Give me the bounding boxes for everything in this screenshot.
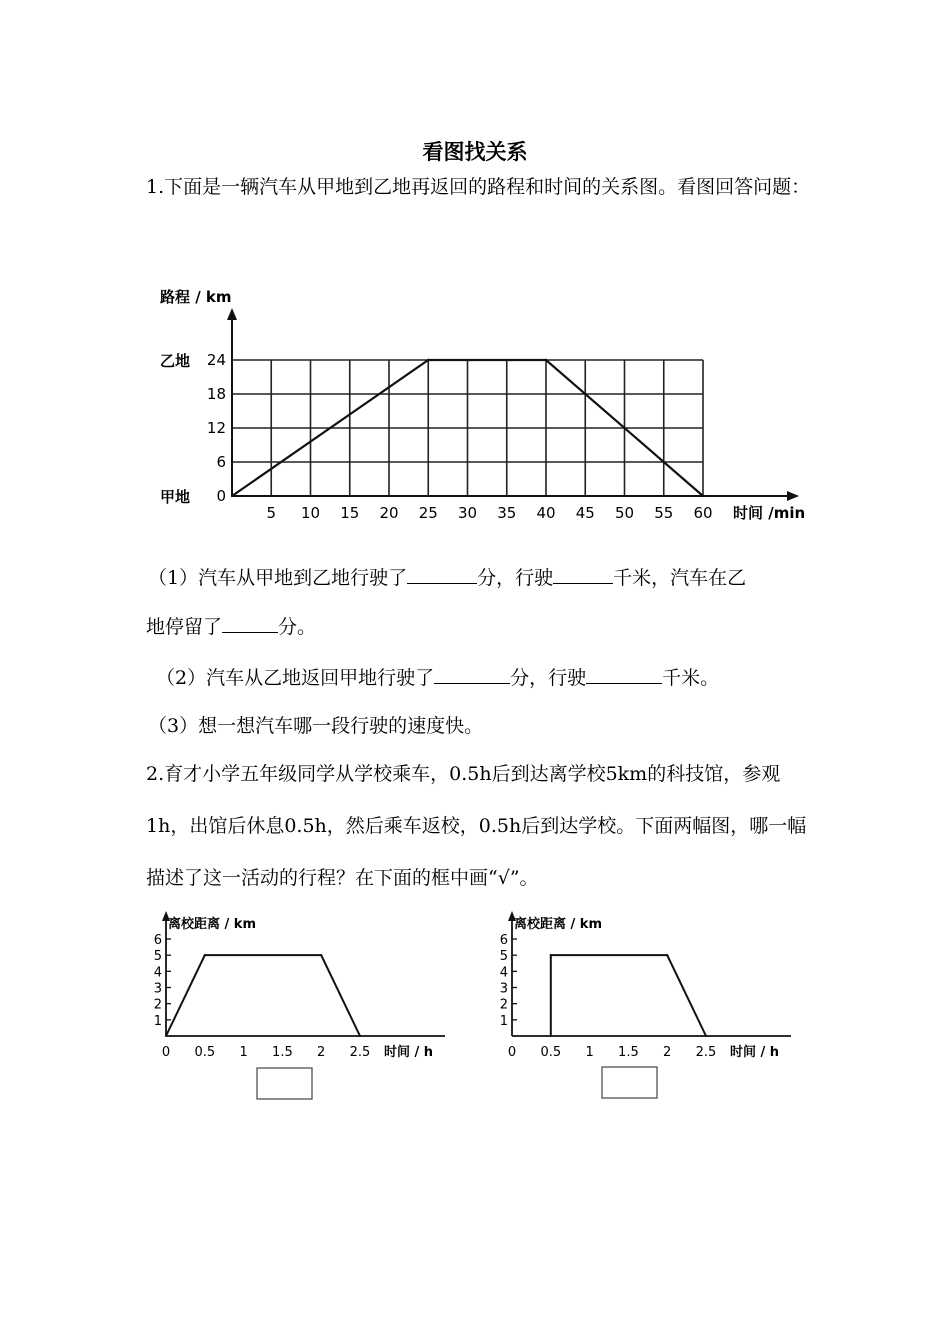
y-tick-label: 4: [153, 965, 162, 981]
data-series-line: [551, 955, 706, 1036]
y-tick-label: 5: [153, 949, 162, 965]
q1-part1-text-b: 分，行驶: [477, 567, 554, 589]
q1-part1-text-e: 分。: [278, 616, 317, 638]
x-tick-label: 0.5: [194, 1045, 216, 1060]
y-axis-title: 离校距离 / km: [168, 917, 256, 932]
y-tick-label: 6: [153, 933, 162, 948]
x-tick-label: 25: [418, 504, 438, 522]
option-chart-right: [486, 905, 796, 1065]
q1-part2-text-a: （2）汽车从乙地返回甲地行驶了: [156, 667, 435, 689]
q1-part1-text-a: （1）汽车从甲地到乙地行驶了: [148, 567, 408, 589]
x-tick-label: 0.5: [540, 1045, 562, 1060]
question-1-intro: 1.下面是一辆汽车从甲地到乙地再返回的路程和时间的关系图。看图回答问题：: [146, 176, 811, 198]
y-tick-label: 18: [206, 385, 226, 403]
x-tick-label: 1.5: [272, 1045, 293, 1060]
answer-blank-return-minutes[interactable]: [434, 663, 510, 684]
answer-box-right[interactable]: [601, 1066, 659, 1100]
q1-part1-text-d: 地停留了: [146, 616, 223, 638]
x-tick-label: 55: [654, 504, 674, 522]
x-tick-label: 2: [317, 1045, 326, 1060]
data-point: [231, 495, 233, 497]
x-axis-arrow: [787, 491, 799, 501]
data-point: [705, 1035, 707, 1037]
y-tick-label: 12: [206, 419, 226, 437]
data-point: [545, 359, 547, 361]
data-point: [666, 954, 668, 956]
x-axis-title: 时间 /min: [733, 504, 806, 522]
data-series-line: [166, 955, 360, 1036]
place-label: 乙地: [160, 352, 191, 370]
y-tick-label: 5: [499, 949, 508, 965]
option-chart-left: [140, 905, 450, 1065]
x-tick-label: 45: [575, 504, 595, 522]
y-tick-label: 6: [216, 453, 226, 471]
x-tick-label: 50: [614, 504, 635, 522]
y-axis-title: 路程 / km: [160, 288, 232, 306]
x-tick-label: 2.5: [695, 1045, 717, 1060]
x-tick-label: 2.5: [349, 1045, 371, 1060]
y-axis-arrow: [227, 308, 237, 320]
question-2-text: 2.育才小学五年级同学从学校乘车，0.5h后到达离学校5km的科技馆，参观1h，出馆后休息0.5h，然后乘车返校，0.5h后到达学校。下面两幅图，哪一幅描述了这一活动的行程？在下面的框中画“√”。: [146, 763, 807, 889]
x-tick-label: 60: [693, 504, 713, 522]
q1-part2-text-b: 分，行驶: [510, 667, 587, 689]
data-point: [320, 954, 322, 956]
x-tick-label: 1.5: [618, 1045, 639, 1060]
answer-blank-return-km[interactable]: [586, 663, 662, 684]
y-tick-label: 24: [206, 351, 226, 369]
question-1-part-1-line-b: [146, 612, 316, 639]
x-tick-label: 40: [536, 504, 556, 522]
x-axis-title: 时间 / h: [730, 1045, 780, 1060]
answer-blank-km-to-b[interactable]: [553, 563, 613, 584]
y-tick-label: 6: [499, 933, 508, 948]
page-title: 看图找关系: [422, 140, 528, 164]
data-point: [359, 1035, 361, 1037]
data-point: [702, 495, 704, 497]
data-point: [427, 359, 429, 361]
question-1-part-1-line-a: [148, 563, 746, 590]
x-tick-label: 5: [266, 504, 277, 522]
x-tick-label: 1: [585, 1045, 594, 1060]
place-label: 甲地: [160, 488, 191, 506]
y-tick-label: 1: [153, 1013, 162, 1029]
answer-blank-minutes-to-b[interactable]: [407, 563, 477, 584]
x-tick-label: 15: [340, 504, 360, 522]
x-tick-label: 35: [497, 504, 517, 522]
x-tick-label: 0: [507, 1045, 517, 1060]
x-tick-label: 1: [239, 1045, 248, 1060]
question-1-part-3: （3）想一想汽车哪一段行驶的速度快。: [148, 715, 484, 737]
y-tick-label: 1: [499, 1013, 508, 1029]
y-tick-label: 2: [499, 997, 508, 1013]
x-tick-label: 20: [379, 504, 399, 522]
y-axis-title: 离校距离 / km: [514, 917, 602, 932]
data-point: [550, 1035, 552, 1037]
data-point: [204, 954, 206, 956]
y-tick-label: 2: [153, 997, 162, 1013]
data-point: [550, 954, 552, 956]
x-axis-title: 时间 / h: [384, 1045, 434, 1060]
answer-blank-stay-minutes[interactable]: [222, 612, 278, 633]
q1-part2-text-c: 千米。: [662, 667, 720, 689]
x-tick-label: 2: [663, 1045, 672, 1060]
question-1-part-2: [156, 663, 719, 690]
answer-box-left[interactable]: [256, 1067, 314, 1101]
x-tick-label: 30: [457, 504, 478, 522]
x-tick-label: 10: [300, 504, 321, 522]
y-tick-label: 3: [499, 981, 508, 997]
q1-part1-text-c: 千米，汽车在乙: [613, 567, 747, 589]
distance-time-chart: [150, 280, 810, 530]
x-tick-label: 0: [161, 1045, 171, 1060]
data-point: [165, 1035, 167, 1037]
y-tick-label: 3: [153, 981, 162, 997]
y-tick-label: 4: [499, 965, 508, 981]
y-tick-label: 0: [216, 487, 226, 505]
